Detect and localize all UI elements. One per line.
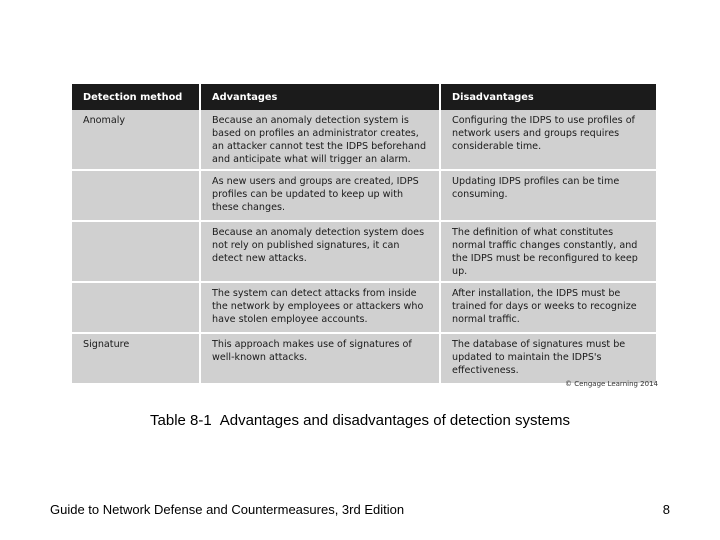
footer-book-title: Guide to Network Defense and Countermeasures, 3rd Edition <box>50 502 405 517</box>
footer-page-number: 8 <box>662 502 670 517</box>
table-row <box>72 110 656 170</box>
cell-advantage: Because an anomaly detection system is based on profiles an administrator creates, an attacker cannot test the IDPS beforehand and anticipate what will trigger an alarm. <box>200 110 440 170</box>
cell-advantage: As new users and groups are created, IDPS profiles can be updated to keep up with these changes. <box>200 170 440 221</box>
cell-method: Signature <box>72 333 200 383</box>
header-advantages: Advantages <box>200 84 440 110</box>
cell-disadvantage: Updating IDPS profiles can be time consuming. <box>440 170 656 221</box>
copyright-credit: © Cengage Learning 2014 <box>565 380 658 388</box>
cell-disadvantage: The database of signatures must be updated to maintain the IDPS's effectiveness. <box>440 333 656 383</box>
cell-disadvantage: Configuring the IDPS to use profiles of network users and groups requires considerable time. <box>440 110 656 170</box>
table-row <box>72 221 656 282</box>
detection-systems-table <box>72 84 656 383</box>
cell-method <box>72 282 200 333</box>
cell-method <box>72 170 200 221</box>
cell-advantage: The system can detect attacks from inside the network by employees or attackers who have stolen employee accounts. <box>200 282 440 333</box>
cell-method: Anomaly <box>72 110 200 170</box>
table-header-row <box>72 84 656 110</box>
table-row <box>72 170 656 221</box>
header-detection-method: Detection method <box>72 84 200 110</box>
cell-disadvantage: The definition of what constitutes normal traffic changes constantly, and the IDPS must be reconfigured to keep up. <box>440 221 656 282</box>
table-row <box>72 282 656 333</box>
cell-advantage: Because an anomaly detection system does not rely on published signatures, it can detect new attacks. <box>200 221 440 282</box>
caption-number: Table 8-1 <box>150 412 212 429</box>
table-row <box>72 333 656 383</box>
header-disadvantages: Disadvantages <box>440 84 656 110</box>
caption-text: Advantages and disadvantages of detection systems <box>219 412 570 429</box>
cell-method <box>72 221 200 282</box>
table-caption <box>0 412 720 429</box>
cell-disadvantage: After installation, the IDPS must be trained for days or weeks to recognize normal traffic. <box>440 282 656 333</box>
cell-advantage: This approach makes use of signatures of well-known attacks. <box>200 333 440 383</box>
